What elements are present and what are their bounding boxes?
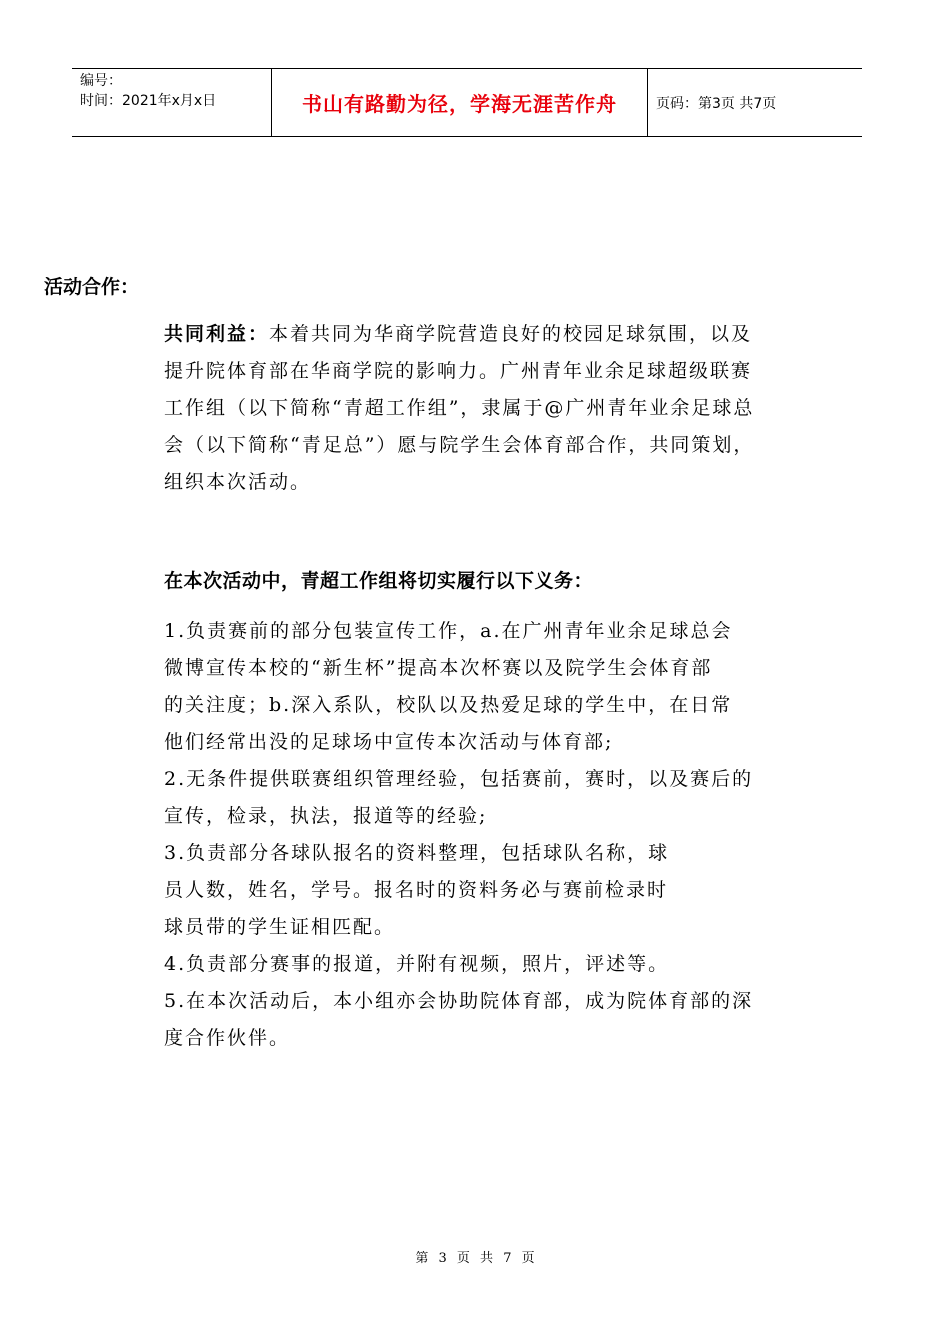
duty-line: 员人数，姓名，学号。报名时的资料务必与赛前检录时 — [164, 879, 669, 901]
duties-heading: 在本次活动中，青超工作组将切实履行以下义务： — [164, 570, 594, 592]
duty-item-3 — [164, 835, 824, 946]
header-motto: 书山有路勤为径，学海无涯苦作舟 — [272, 69, 648, 136]
duty-line: 5.在本次活动后，本小组亦会协助院体育部，成为院体育部的深 — [164, 990, 754, 1012]
document-number-label: 编号： — [80, 73, 122, 89]
header-meta — [72, 69, 272, 136]
duty-line: 1.负责赛前的部分包装宣传工作，a.在广州青年业余足球总会 — [164, 620, 733, 642]
duty-line: 3.负责部分各球队报名的资料整理，包括球队名称，球 — [164, 842, 670, 864]
paragraph-line — [164, 316, 824, 353]
header-page-info: 页码：第3页 共7页 — [656, 95, 777, 112]
page-header — [72, 68, 862, 137]
paragraph-line: 提升院体育部在华商学院的影响力。广州青年业余足球超级联赛 — [164, 360, 753, 382]
section-title: 活动合作： — [44, 276, 140, 298]
duty-line: 他们经常出没的足球场中宣传本次活动与体育部; — [164, 731, 614, 753]
duty-line: 2.无条件提供联赛组织管理经验，包括赛前，赛时，以及赛后的 — [164, 768, 754, 790]
duty-item-2 — [164, 761, 824, 835]
common-interest-label: 共同利益： — [164, 323, 270, 345]
document-time-label: 时间：2021年x月x日 — [80, 93, 217, 109]
duty-line: 4.负责部分赛事的报道，并附有视频，照片，评述等。 — [164, 953, 670, 975]
duty-item-4 — [164, 946, 824, 983]
duty-line: 度合作伙伴。 — [164, 1027, 291, 1049]
duty-item-1 — [164, 613, 824, 761]
paragraph-line: 组织本次活动。 — [164, 471, 312, 493]
duty-line: 的关注度；b.深入系队，校队以及热爱足球的学生中，在日常 — [164, 694, 733, 716]
duty-line: 球员带的学生证相匹配。 — [164, 916, 396, 938]
duty-line: 宣传，检录，执法，报道等的经验; — [164, 805, 488, 827]
duties-list — [164, 613, 824, 1057]
paragraph-text: 本着共同为华商学院营造良好的校园足球氛围，以及 — [269, 323, 753, 345]
duty-item-5 — [164, 983, 824, 1057]
common-interest-paragraph — [164, 316, 824, 501]
paragraph-line: 工作组（以下简称“青超工作组”，隶属于@广州青年业余足球总 — [164, 397, 755, 419]
page-footer: 第 3 页 共 7 页 — [415, 1251, 535, 1266]
duty-line: 微博宣传本校的“新生杯”提高本次杯赛以及院学生会体育部 — [164, 657, 713, 679]
paragraph-line: 会（以下简称“青足总”）愿与院学生会体育部合作，共同策划， — [164, 434, 755, 456]
